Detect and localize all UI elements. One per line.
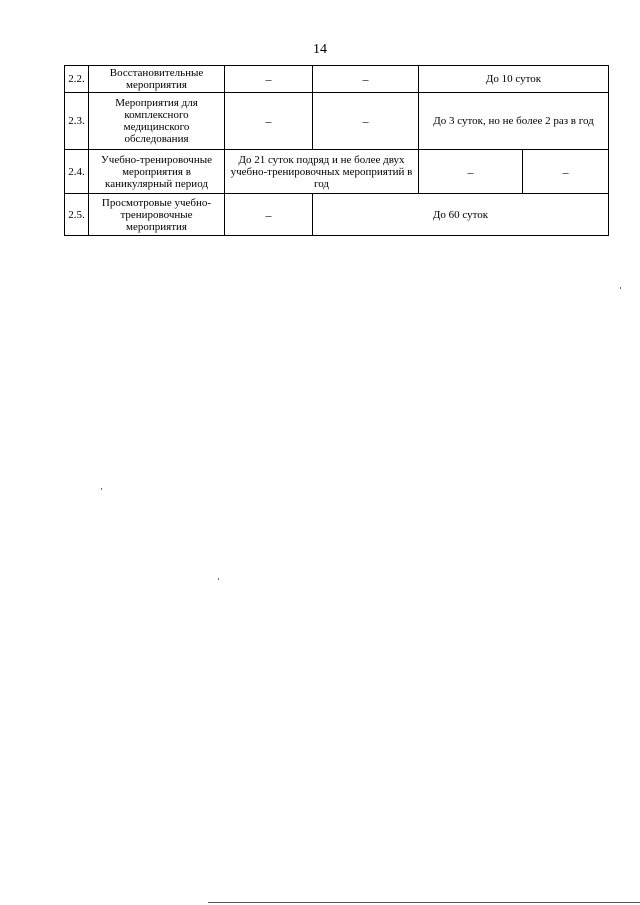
merged-duration-cell: До 21 суток подряд и не более двух учебно-тренировочных мероприятий в год — [225, 150, 419, 194]
row-number: 2.4. — [65, 150, 89, 194]
cell-dash: – — [313, 93, 419, 150]
merged-duration-cell: До 3 суток, но не более 2 раз в год — [419, 93, 609, 150]
event-name: Просмотровые учебно-тренировочные мероприятия — [89, 194, 225, 236]
event-name: Мероприятия для комплексного медицинского обследования — [89, 93, 225, 150]
cell-dash: – — [419, 150, 523, 194]
table-row — [65, 66, 609, 93]
table-row — [65, 93, 609, 150]
cell-dash: – — [225, 93, 313, 150]
cell-dash: – — [313, 66, 419, 93]
cell-dash: – — [225, 194, 313, 236]
scan-speck — [101, 488, 102, 490]
training-events-table — [64, 65, 609, 236]
row-number: 2.5. — [65, 194, 89, 236]
cell-dash: – — [523, 150, 609, 194]
merged-duration-cell: До 60 суток — [313, 194, 609, 236]
event-name: Восстановительные мероприятия — [89, 66, 225, 93]
page-number: 14 — [313, 42, 327, 57]
merged-duration-cell: До 10 суток — [419, 66, 609, 93]
row-number: 2.2. — [65, 66, 89, 93]
table-row — [65, 150, 609, 194]
scan-speck — [218, 578, 219, 580]
row-number: 2.3. — [65, 93, 89, 150]
scan-edge-line — [208, 902, 640, 903]
scan-speck — [620, 287, 621, 289]
cell-dash: – — [225, 66, 313, 93]
table-row — [65, 194, 609, 236]
event-name: Учебно-тренировочные мероприятия в каникулярный период — [89, 150, 225, 194]
